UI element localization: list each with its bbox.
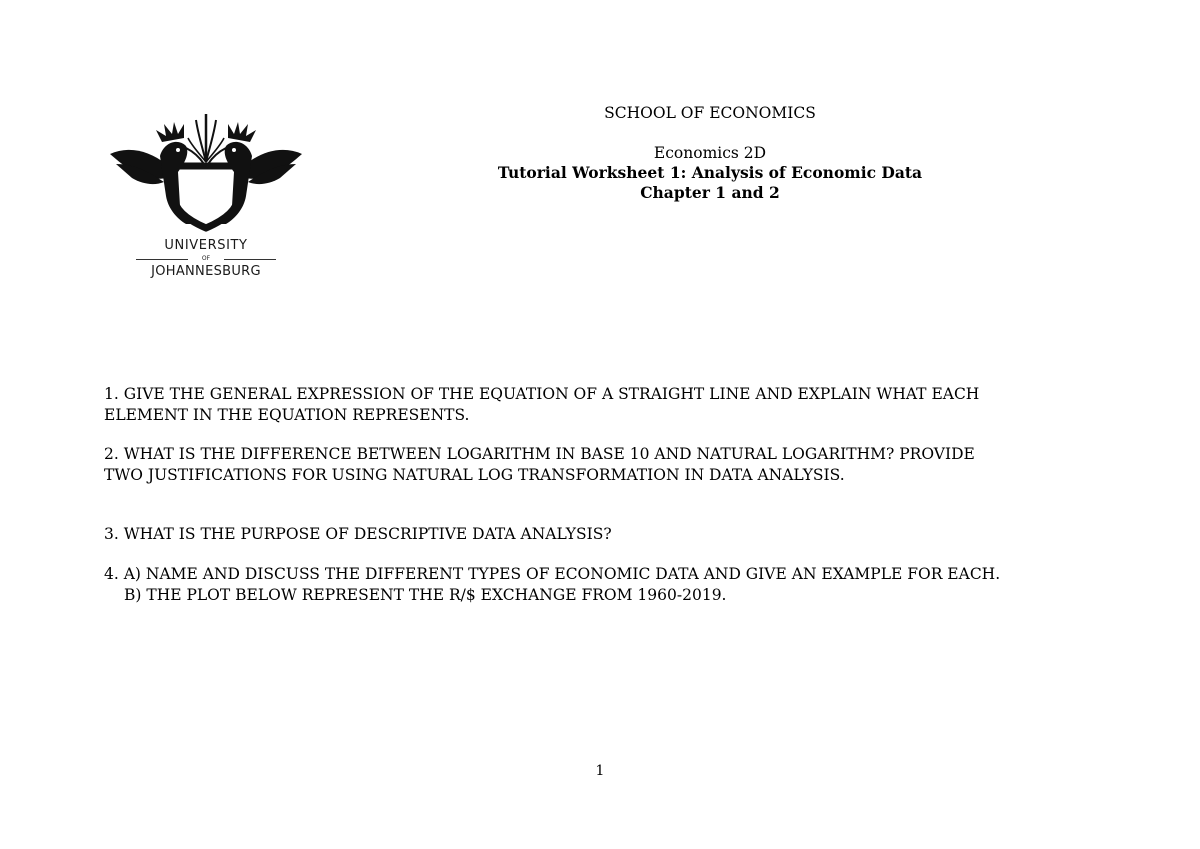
question-2-line-1: 2. WHAT IS THE DIFFERENCE BETWEEN LOGARITHM IN BASE 10 AND NATURAL LOGARITHM? PROVIDE [104, 445, 975, 463]
logo-university-text: UNIVERSITY [164, 238, 248, 253]
page-number: 1 [595, 763, 605, 779]
question-4b: B) THE PLOT BELOW REPRESENT THE R/$ EXCHANGE FROM 1960-2019. [124, 585, 727, 604]
question-1-line-1: 1. GIVE THE GENERAL EXPRESSION OF THE EQUATION OF A STRAIGHT LINE AND EXPLAIN WHAT EACH [104, 385, 980, 403]
worksheet-title: Tutorial Worksheet 1: Analysis of Economic Data [497, 163, 923, 182]
hoopoe-crest-icon [108, 106, 304, 236]
logo-divider-right [224, 259, 276, 260]
logo-of-text: OF [201, 255, 211, 262]
question-2-line-2: TWO JUSTIFICATIONS FOR USING NATURAL LOG TRANSFORMATION IN DATA ANALYSIS. [104, 465, 845, 484]
university-logo [108, 106, 304, 284]
question-1 [104, 384, 979, 425]
course-title: Economics 2D [653, 144, 767, 162]
chapter-title: Chapter 1 and 2 [640, 183, 780, 202]
logo-johannesburg-text: JOHANNESBURG [151, 264, 261, 279]
question-3: 3. WHAT IS THE PURPOSE OF DESCRIPTIVE DATA ANALYSIS? [104, 525, 612, 543]
question-4a: 4. A) NAME AND DISCUSS THE DIFFERENT TYPES OF ECONOMIC DATA AND GIVE AN EXAMPLE FOR EACH. [104, 565, 1001, 583]
question-1-line-2: ELEMENT IN THE EQUATION REPRESENTS. [104, 405, 470, 424]
school-title: SCHOOL OF ECONOMICS [604, 104, 816, 122]
question-4 [104, 564, 1000, 605]
question-2 [104, 444, 975, 485]
document-header [400, 103, 1020, 203]
